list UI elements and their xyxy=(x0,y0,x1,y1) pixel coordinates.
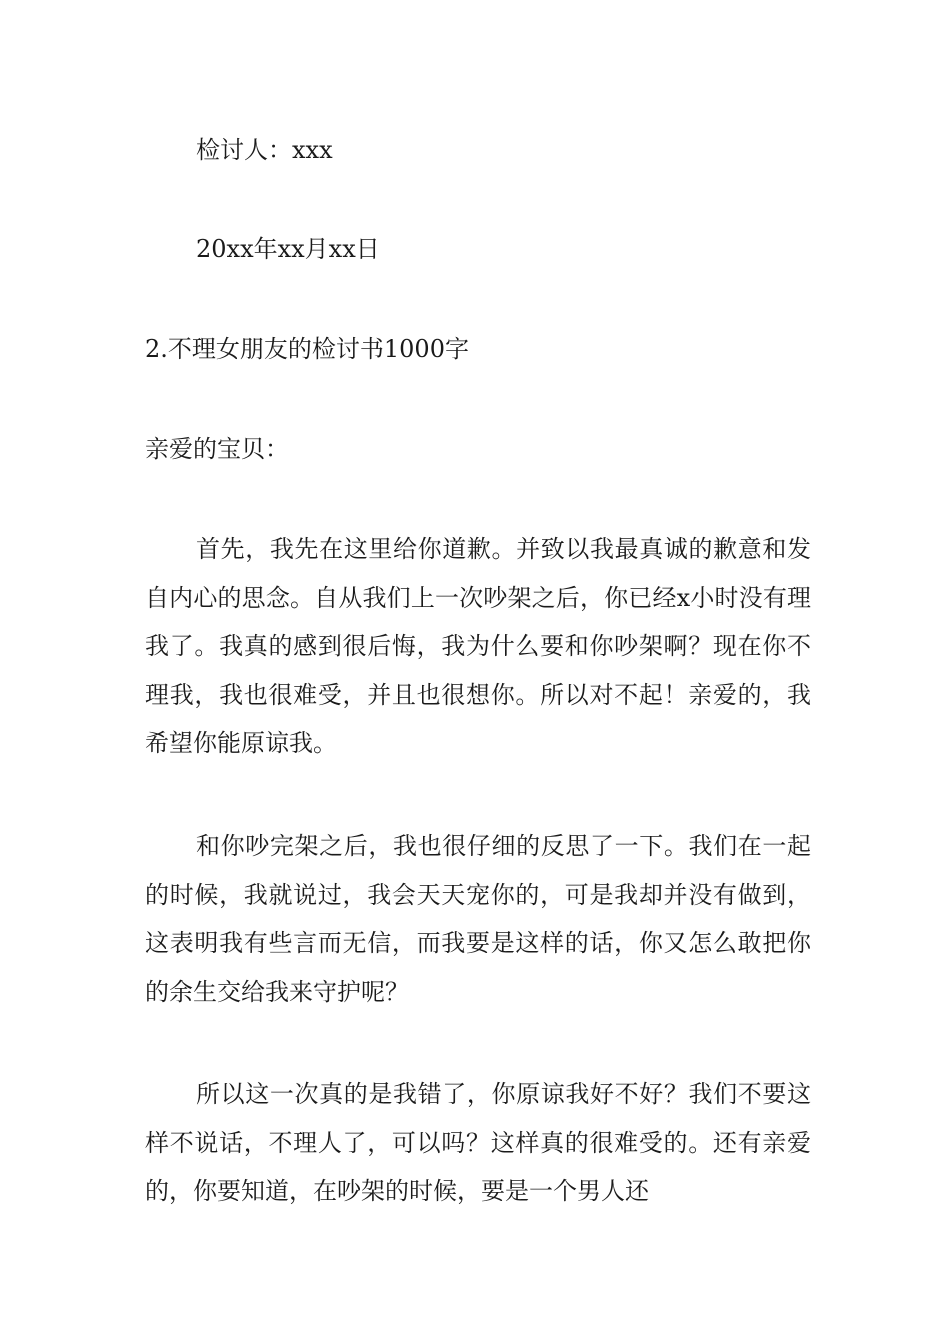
section-heading: 2.不理女朋友的检讨书1000字 xyxy=(145,335,469,363)
paragraph-plea: 所以这一次真的是我错了，你原谅我好不好？我们不要这样不说话，不理人了，可以吗？这样真的很难受的。还有亲爱的，你要知道，在吵架的时候，要是一个男人还 xyxy=(145,1080,811,1205)
reviewer-signature: 检讨人：xxx xyxy=(196,136,333,164)
signature-date: 20xx年xx月xx日 xyxy=(196,235,380,263)
paragraph-reflection: 和你吵完架之后，我也很仔细的反思了一下。我们在一起的时候，我就说过，我会天天宠你的，可是我却并没有做到，这表明我有些言而无信，而我要是这样的话，你又怎么敢把你的余生交给我来守护呢？ xyxy=(145,832,811,1006)
paragraph-apology: 首先，我先在这里给你道歉。并致以我最真诚的歉意和发自内心的思念。自从我们上一次吵架之后，你已经x小时没有理我了。我真的感到很后悔，我为什么要和你吵架啊？现在你不理我，我也很难受，并且也很想你。所以对不起！亲爱的，我希望你能原谅我。 xyxy=(145,535,811,757)
salutation: 亲爱的宝贝： xyxy=(145,435,289,463)
